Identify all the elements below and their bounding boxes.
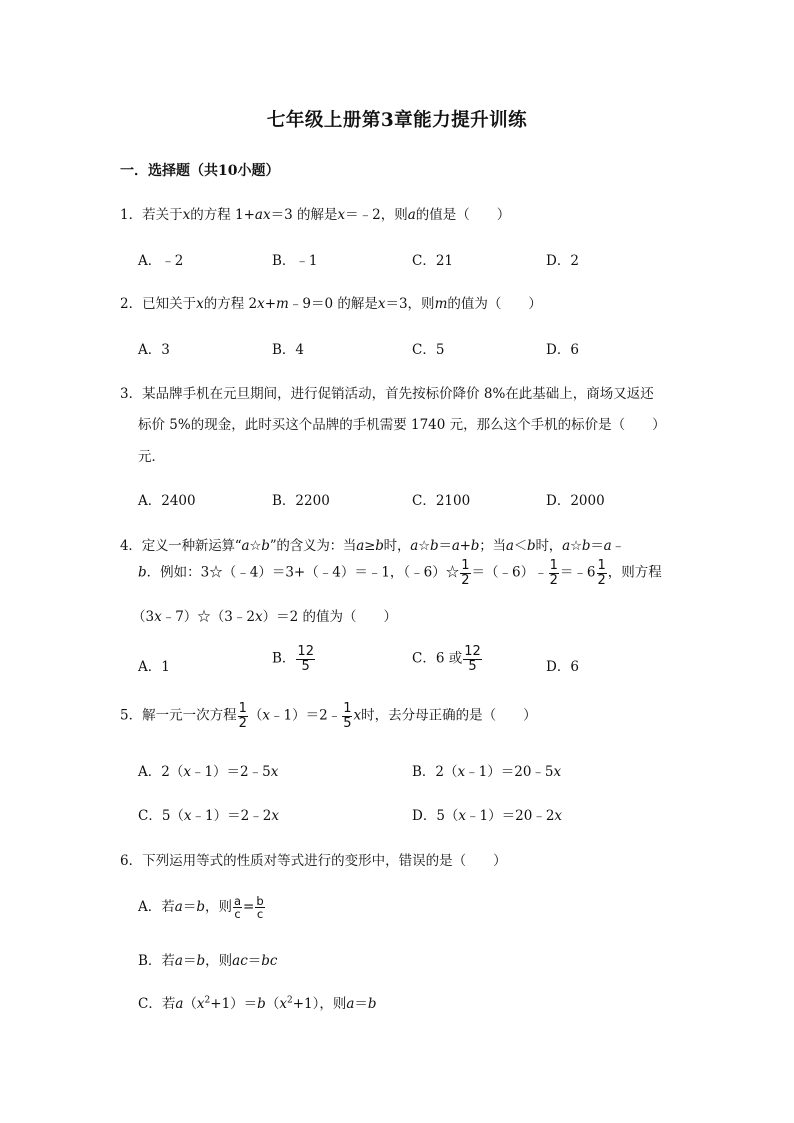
section-heading: 一．选择题（共10小题） (120, 163, 280, 179)
fraction: $\frac{a}{c}$ (233, 894, 242, 922)
q4-option-a[interactable]: A．1 (138, 659, 170, 675)
fraction: $\frac{12}{5}$ (297, 644, 314, 674)
question-4-stem-line-1: 4．定义一种新运算“a☆b”的含义为：当a≥b时，a☆b＝a+b；当a＜b时，a☆b＝a﹣ (120, 538, 625, 554)
fraction: $\frac{b}{c}$ (256, 894, 264, 922)
q3-option-b[interactable]: B．2200 (272, 493, 330, 509)
fraction: $\frac{1}{2}$ (238, 701, 247, 731)
q1-option-c[interactable]: C．21 (412, 253, 454, 269)
q2-option-b[interactable]: B．4 (272, 342, 305, 358)
q5-option-a[interactable]: A．2（x﹣1）＝2﹣5x (138, 764, 279, 780)
q2-option-c[interactable]: C．5 (412, 342, 445, 358)
q3-option-d[interactable]: D．2000 (546, 493, 605, 509)
fraction: $\frac{1}{2}$ (549, 558, 558, 588)
q5-option-c[interactable]: C．5（x﹣1）＝2﹣2x (138, 808, 279, 824)
fraction: $\frac{1}{2}$ (597, 558, 606, 588)
q1-option-b[interactable]: B．﹣1 (272, 253, 318, 269)
q4-option-d[interactable]: D．6 (546, 659, 579, 675)
q5-option-d[interactable]: D．5（x﹣1）＝20﹣2x (412, 808, 563, 824)
question-2-stem: 2．已知关于x的方程 2x+m﹣9＝0 的解是x＝3，则m的值为（ ） (120, 296, 542, 312)
question-3-stem-line-1: 3．某品牌手机在元旦期间，进行促销活动，首先按标价降价 8%在此基础上，商场又返还 (120, 386, 654, 402)
question-6-stem: 6．下列运用等式的性质对等式进行的变形中，错误的是（ ） (120, 853, 507, 869)
q4-option-c[interactable]: C．6 或 $\frac{12}{5}$ (412, 644, 481, 674)
page-title: 七年级上册第3章能力提升训练 (266, 110, 528, 131)
q5-option-b[interactable]: B．2（x﹣1）＝20﹣5x (412, 764, 562, 780)
question-3-stem-line-3: 元． (138, 449, 165, 465)
fraction: $\frac{1}{5}$ (343, 701, 352, 731)
q6-option-a[interactable]: A．若a＝b，则 $\frac{a}{c}$ = $\frac{b}{c}$ (138, 894, 264, 922)
q6-option-b[interactable]: B．若a＝b，则ac＝bc (138, 953, 278, 969)
q3-option-a[interactable]: A．2400 (138, 493, 196, 509)
q1-option-a[interactable]: A．﹣2 (138, 253, 184, 269)
fraction: $\frac{1}{2}$ (461, 558, 470, 588)
q6-option-c[interactable]: C．若$a(x^2+1)=b(x^2+1)$，则a＝b (138, 995, 377, 1012)
fraction: $\frac{12}{5}$ (464, 644, 481, 674)
q1-option-d[interactable]: D．2 (546, 253, 579, 269)
q2-option-a[interactable]: A．3 (138, 342, 170, 358)
question-4-stem-line-3: （3x﹣7）☆（3﹣2x）＝2 的值为（ ） (132, 609, 398, 625)
q4-option-b[interactable]: B． $\frac{12}{5}$ (272, 644, 314, 674)
question-5-stem: 5．解一元一次方程 $\frac{1}{2}$ （x﹣1）＝2﹣ $\frac{1}{5}$ x时，去分母正确的是（ ） (120, 701, 537, 731)
q2-option-d[interactable]: D．6 (546, 342, 579, 358)
question-4-stem-line-2: b．例如：3☆（﹣4）＝3+（﹣4）＝﹣1，（﹣6）☆ $\frac{1}{2}$ ＝（﹣6）﹣ $\frac{1}{2}$ ＝﹣6 $\frac{1}{2}$ ，则方程 (138, 558, 662, 588)
question-3-stem-line-2: 标价 5%的现金，此时买这个品牌的手机需要 1740 元，那么这个手机的标价是（ ） (138, 417, 666, 433)
question-1-stem: 1．若关于x的方程 1+ax＝3 的解是x＝﹣2，则a的值是（ ） (120, 207, 511, 223)
q3-option-c[interactable]: C．2100 (412, 493, 471, 509)
